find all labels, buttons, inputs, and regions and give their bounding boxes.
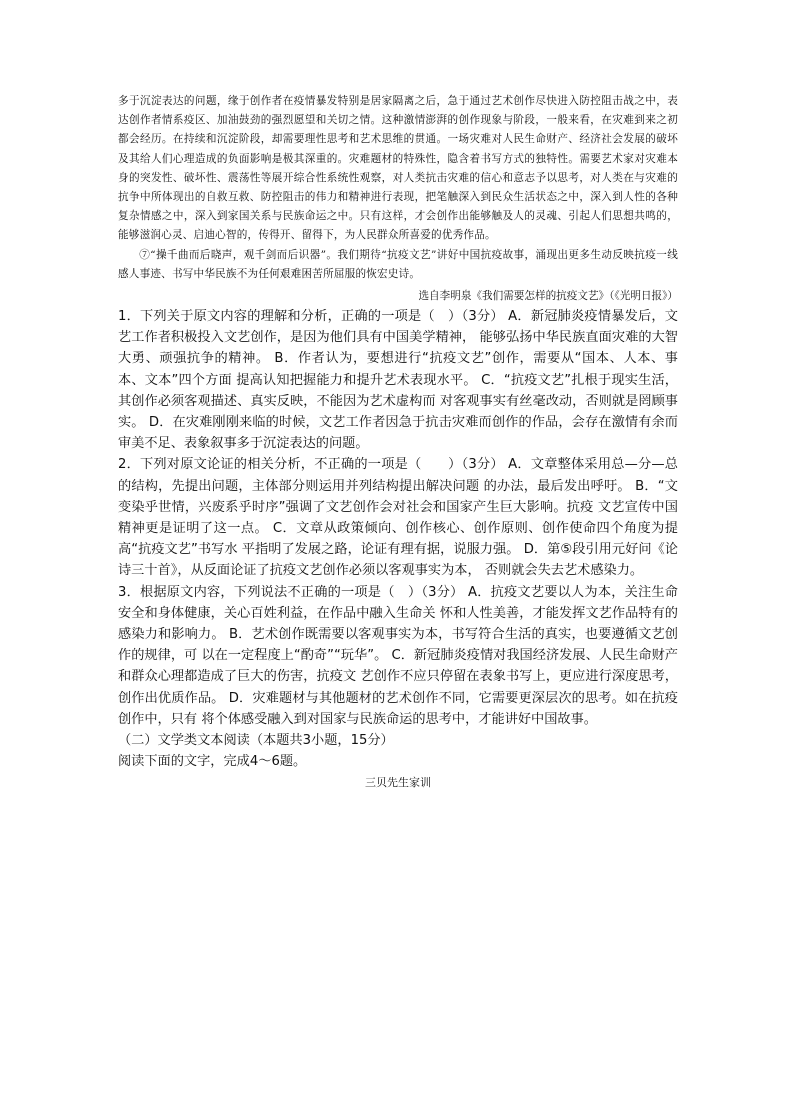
passage-source: 选自李明泉《我们需要怎样的抗疫文艺》（《光明日报》） — [418, 290, 678, 303]
section-heading: （二）文学类文本阅读（本题共3小题，15分） — [118, 733, 394, 749]
passage-paragraph: 多于沉淀表达的问题，缘于创作者在疫情暴发特别是居家隔离之后，急于通过艺术创作尽快进入防控阻击战之中，表达创作者情系疫区、加油鼓劲的强烈愿望和关切之情。这种激情澎湃的创作现象与阶段，一般来看，在灾难到来之初都会经历。在持续和沉淀阶段，却需要理性思考和艺术思维的贯通。一场灾难对人民生命财产、经济社会发展的破坏及其给人们心理造成的负面影响是极其深重的。灾难题材的特殊性，隐含着书写方式的独特性。需要艺术家对灾难本身的突发性、破坏性、震荡性等展开综合性系统性观察，对人类抗击灾难的信心和意志予以思考，对人类在与灾难的抗争中所体现出的自救互救、防控阻击的伟力和精神进行表现，把笔触深入到民众生活状态之中，深入到人性的各种复杂情感之中，深入到家国关系与民族命运之中。只有这样，才会创作出能够触及人的灵魂、引起人们思想共鸣的，能够滋润心灵、启迪心智的，传得开、留得下，为人民群众所喜爱的优秀作品。 — [118, 95, 678, 242]
question-3: 3．根据原文内容，下列说法不正确的一项是（ ）（3分） A．抗疫文艺要以人为本，关注生命安全和身体健康，关心百姓利益，在作品中融入生命关 怀和人性美善，才能发挥文艺作品特有的感染力和影响力。 B．艺术创作既需要以客观事实为本，书写符合生活的真实，也要遵循文艺创作的规律，可 以在一定程度上“酌奇”“玩华”。 C．新冠肺炎疫情对我国经济发展、人民生命财产和群众心理都造成了巨大的伤害，抗疫文 艺创作不应只停留在表象书写上，更应进行深度思考，创作出优质作品。 D．灾难题材与其他题材的艺术创作不同，它需要更深层次的思考。如在抗疫创作中，只有 将个体感受融入到对国家与民族命运的思考中，才能讲好中国故事。 — [118, 584, 678, 727]
passage-paragraph: ⑦“操千曲而后晓声，观千剑而后识器”。我们期待“抗疫文艺”讲好中国抗疫故事，涌现出更多生动反映抗疫一线感人事迹、书写中华民族不为任何艰难困苦所屈服的恢宏史诗。 — [118, 248, 678, 280]
question-2: 2．下列对原文论证的相关分析，不正确的一项是（ ）（3分） A．文章整体采用总—分—总的结构，先提出问题，主体部分则运用并列结构提出解决问题 的办法，最后发出呼吁。 B．“文变染乎世情，兴废系乎时序”强调了文艺创作会对社会和国家产生巨大影响。抗疫 文艺宣传中国精神更是证明了这一点。 C．文章从政策倾向、创作核心、创作原则、创作使命四个角度为提高“抗疫文艺”书写水 平指明了发展之路，论证有理有据，说服力强。 D．第⑤段引用元好问《论诗三十首》，从反面论证了抗疫文艺创作必须以客观事实为本， 否则就会失去艺术感染力。 — [118, 457, 678, 579]
document-page — [118, 92, 678, 794]
story-title: 三贝先生家训 — [365, 776, 431, 790]
instruction: 阅读下面的文字，完成4～6题。 — [118, 754, 307, 770]
question-1: 1．下列关于原文内容的理解和分析，正确的一项是（ ）（3分） A．新冠肺炎疫情暴发后，文艺工作者积极投入文艺创作，是因为他们具有中国美学精神， 能够弘扬中华民族直面灾难的大智大勇、顽强抗争的精神。 B．作者认为，要想进行“抗疫文艺”创作，需要从“国本、人本、事本、文本”四个方面 提高认知把握能力和提升艺术表现水平。 C．“抗疫文艺”扎根于现实生活，其创作必须客观描述、真实反映，不能因为艺术虚构而 对客观事实有丝毫改动，否则就是罔顾事实。 D．在灾难刚刚来临的时候，文艺工作者因急于抗击灾难而创作的作品，会存在激情有余而 审美不足、表象叙事多于沉淀表达的问题。 — [118, 309, 678, 452]
